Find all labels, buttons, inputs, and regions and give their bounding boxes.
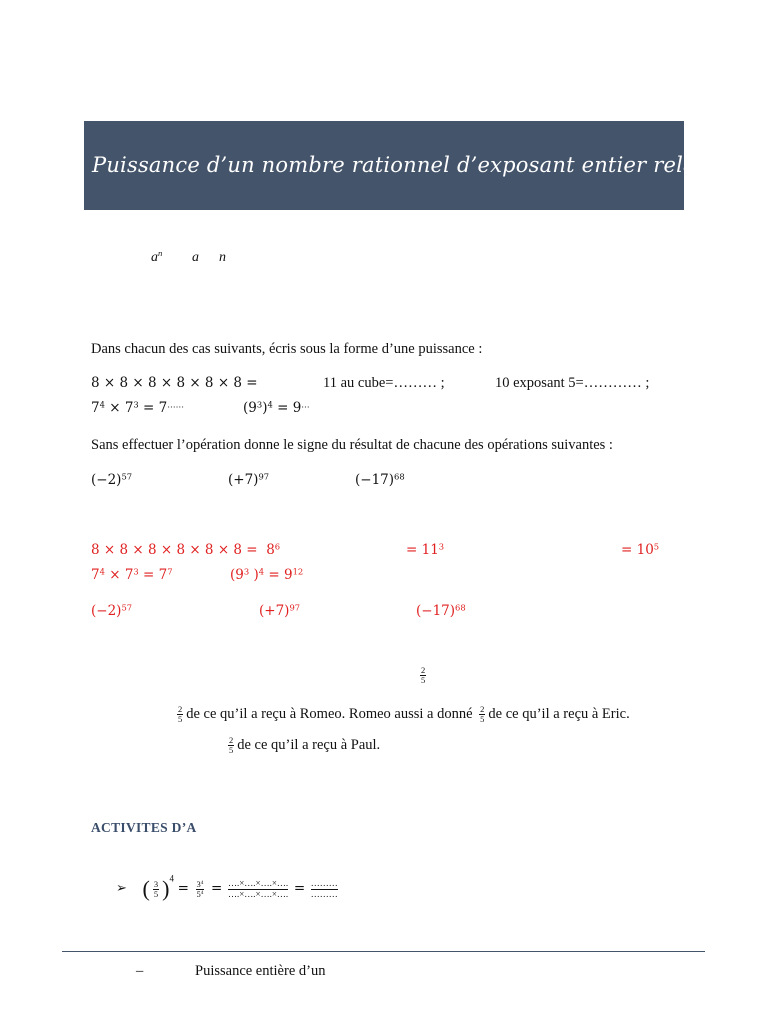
activities-heading: ACTIVITES D’A: [91, 820, 197, 835]
answer-power-of-power: ($9^3$ )$^4 = 9^{12}$: [230, 566, 304, 583]
exercise2-instruction: Sans effectuer l’opération donne le signe du résultat de chacune des opérations suivantes :: [91, 437, 613, 453]
arrow-bullet-icon: ➢: [116, 881, 127, 897]
exercise1-instruction: Dans chacun des cas suivants, écris sous la forme d’une puissance :: [91, 341, 483, 357]
exercise2-term1: $(-2)^{57}$: [91, 471, 133, 488]
exercise1-product: 8 × 8 × 8 × 8 × 8 × 8 =: [91, 375, 258, 391]
problem-line1: $\frac{2}{5}$ de ce qu’il a reçu à Romeo. Romeo aussi a donné $\frac{2}{5}$ de ce qu’il a reçu à Eric.: [178, 704, 630, 724]
answer-term3: $(-17)^{68}$: [416, 602, 466, 619]
answer-product: $8 \times 8 \times 8 \times 8 \times 8 \times 8 = 8^6$: [91, 541, 281, 558]
footer-dash: –: [136, 963, 144, 979]
definition-a: a: [192, 250, 199, 265]
answer-product-powers: $7^4 \times 7^3 = 7^7$: [91, 566, 173, 583]
page-title: Puissance d’un nombre rationnel d’exposant entier relatif: [92, 153, 720, 177]
definition-a-power-n: $a^n$: [151, 248, 163, 265]
activities-expression: ➢ ( $\frac{3}{5}$ )$^4$ = $\frac{3^4}{5^4}$ = $\frac{\dots.\times\dots.\times\dots.\times\dots.}{\dots.\times\dots.\times\dots.\times\dots.}$ = $\frac{\dots\dots\dots}{\dots\dots\dots}$: [116, 873, 338, 901]
answer-cube: = $11^3$: [406, 541, 445, 558]
exercise1-power-of-power: $(9^3)^4 = 9^\dots$: [243, 399, 310, 416]
answer-term2: $(+7)^{97}$: [259, 602, 301, 619]
exercise2-term2: $(+7)^{97}$: [228, 471, 270, 488]
exercise1-exponent: 10 exposant 5=………… ;: [495, 375, 650, 391]
footer-divider: [62, 951, 705, 952]
exercise2-term3: $(-17)^{68}$: [355, 471, 405, 488]
exercise1-product-powers: $7^4 \times 7^3 = 7^{\dots\dots}$: [91, 399, 184, 416]
problem-line2: $\frac{2}{5}$ de ce qu’il a reçu à Paul.: [229, 735, 381, 755]
problem-fraction-top: $\frac{2}{5}$: [421, 665, 426, 685]
exercise1-cube: 11 au cube=……… ;: [323, 375, 445, 391]
footer-text: Puissance entière d’un: [195, 963, 326, 979]
answer-term1: $(-2)^{57}$: [91, 602, 133, 619]
definition-n: n: [219, 250, 226, 265]
answer-exponent: = $10^5$: [621, 541, 660, 558]
